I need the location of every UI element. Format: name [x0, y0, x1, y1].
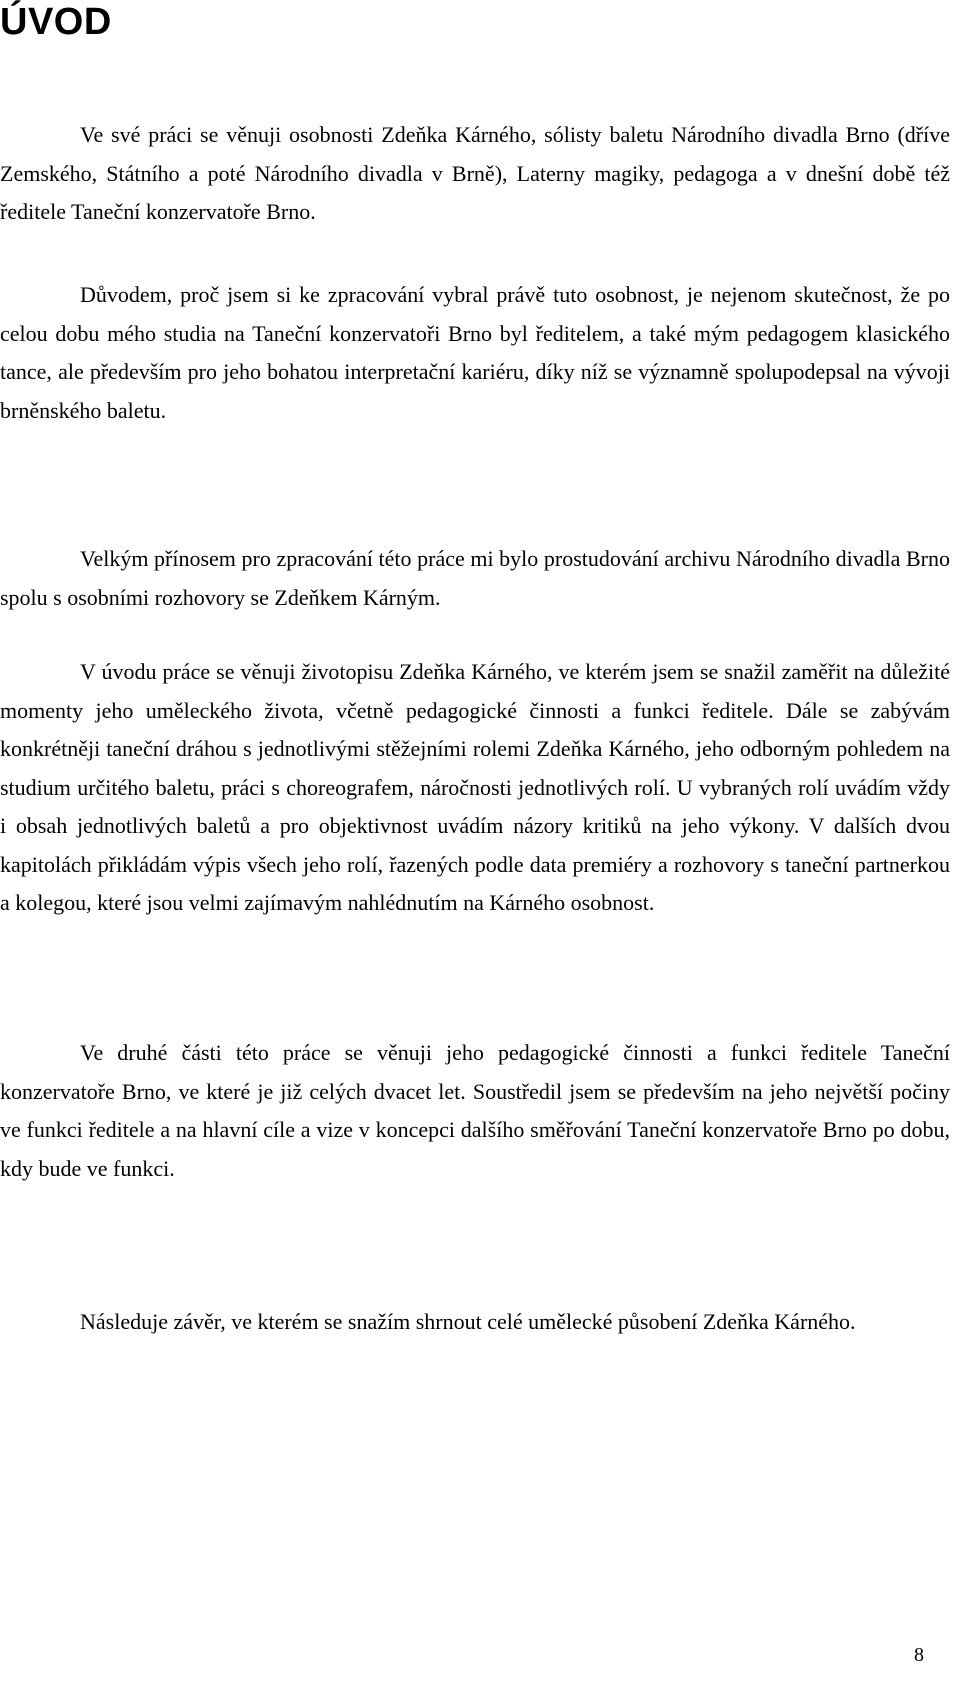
paragraph-sources: Velkým přínosem pro zpracování této práce mi bylo prostudování archivu Národního divadla Brno spolu s osobními rozhovory se Zdeňkem Kárným.: [0, 546, 950, 610]
page-title: ÚVOD: [0, 1, 112, 43]
paragraph-structure: V úvodu práce se věnuji životopisu Zdeňka Kárného, ve kterém jsem se snažil zaměřit na důležité momenty jeho uměleckého života, včetně pedagogické činnosti a funkci ředitele. Dále se zabývám konkrétněji taneční dráhou s jednotlivými stěžejními rolemi Zdeňka Kárného, jeho odborným pohledem na studium určitého baletu, práci s choreografem, náročnosti jednotlivých rolí. U vybraných rolí uvádím vždy i obsah jednotlivých baletů a pro objektivnost uvádím názory kritiků na jeho výkony. V dalších dvou kapitolách přikládám výpis všech jeho rolí, řazených podle data premiéry a rozhovory s taneční partnerkou a kolegou, které jsou velmi zajímavým nahlédnutím na Kárného osobnost.: [0, 659, 950, 915]
paragraph-intro: Ve své práci se věnuji osobnosti Zdeňka Kárného, sólisty baletu Národního divadla Brno (dříve Zemského, Státního a poté Národního divadla v Brně), Laterny magiky, pedagoga a v dnešní době též ředitele Taneční konzervatoře Brno.: [0, 122, 950, 224]
paragraph-motivation: Důvodem, proč jsem si ke zpracování vybral právě tuto osobnost, je nejenom skutečnost, že po celou dobu mého studia na Taneční konzervatoři Brno byl ředitelem, a také mým pedagogem klasického tance, ale především pro jeho bohatou interpretační kariéru, díky níž se významně spolupodepsal na vývoji brněnského baletu.: [0, 282, 950, 423]
page-number: 8: [914, 1644, 924, 1666]
paragraph-conclusion: Následuje závěr, ve kterém se snažím shrnout celé umělecké působení Zdeňka Kárného.: [80, 1309, 856, 1334]
paragraph-second-part: Ve druhé části této práce se věnuji jeho pedagogické činnosti a funkci ředitele Taneční konzervatoře Brno, ve které je již celých dvacet let. Soustředil jsem se především na jeho největší počiny ve funkci ředitele a na hlavní cíle a vize v koncepci dalšího směřování Taneční konzervatoře Brno po dobu, kdy bude ve funkci.: [0, 1040, 950, 1181]
